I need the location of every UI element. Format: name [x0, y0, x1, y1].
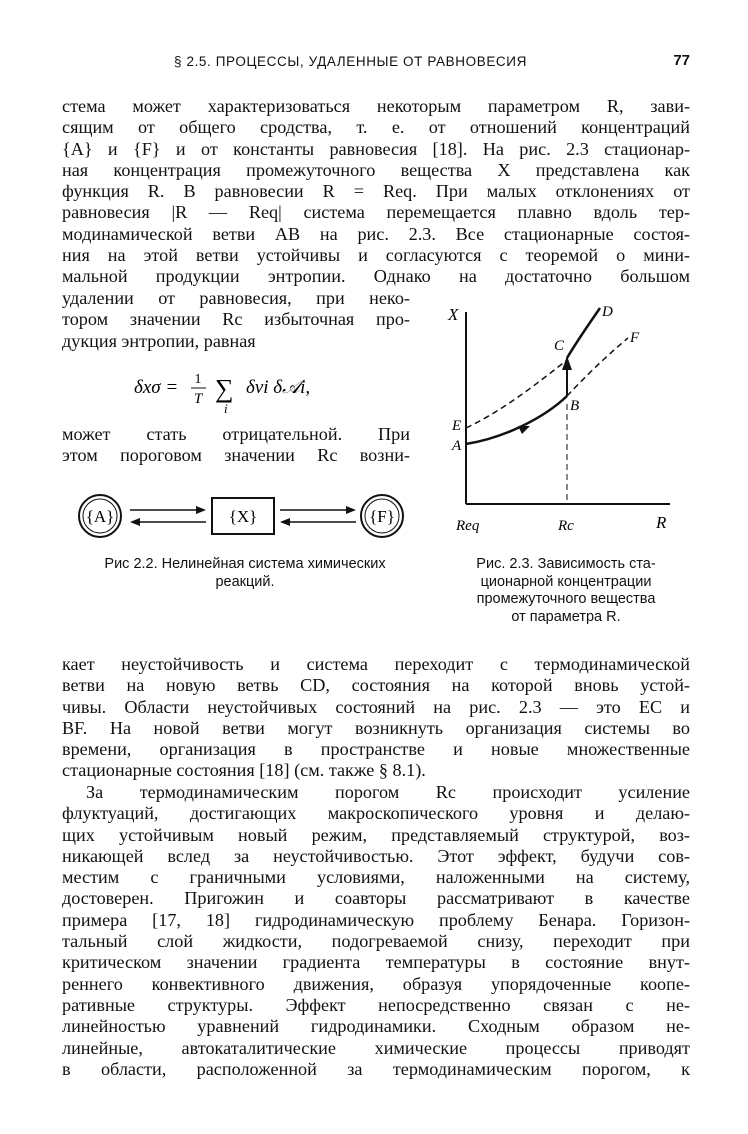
arrowhead: [346, 506, 356, 514]
new-branch-cd: [567, 308, 600, 358]
text-line: равновесия |R — Req| система перемещается плавно вдоль тер-: [62, 202, 690, 223]
thermodynamic-branch-ab: [466, 396, 567, 444]
arrowhead: [280, 518, 290, 526]
species-a-label: {A}: [85, 507, 115, 526]
text-line: стема может характеризоваться некоторым параметром R, зави-: [62, 96, 690, 116]
text-line: ветви на новую ветвь CD, состояния на которой вновь устой-: [62, 675, 690, 696]
species-x-label: {X}: [228, 507, 258, 526]
tick-label-rc: Rc: [558, 518, 574, 534]
formula-lhs: δxσ =: [134, 377, 179, 398]
entropy-production-formula: [128, 366, 408, 416]
species-f-label: {F}: [369, 507, 395, 526]
text-line: дукция энтропии, равная: [62, 330, 256, 351]
text-line: щих устойчивым новый режим, представляемый структурой, воз-: [62, 824, 690, 845]
paragraph-3: [62, 782, 690, 1080]
unstable-branch-bf: [567, 338, 628, 396]
branch-arrowhead: [518, 426, 530, 434]
unstable-branch-ec: [466, 360, 567, 428]
text-line: этом пороговом значении Rc возни-: [62, 445, 410, 466]
point-label-c: C: [554, 338, 565, 354]
text-line: чивы. Области неустойчивых состояний на рис. 2.3 — это EC и: [62, 696, 690, 717]
point-label-e: E: [452, 418, 462, 434]
running-title: § 2.5. ПРОЦЕССЫ, УДАЛЕННЫЕ ОТ РАВНОВЕСИЯ: [174, 54, 527, 69]
paragraph-2: [62, 654, 690, 782]
caption-line: реакций.: [215, 573, 275, 590]
text-line: {A} и {F} и от константы равновесия [18]. На рис. 2.3 стационар-: [62, 138, 690, 159]
text-line: функция R. В равновесии R = Req. При малых отклонениях от: [62, 181, 690, 202]
text-line: линейные, автокаталитические химические процессы приводят: [62, 1037, 690, 1058]
text-line: тором значении Rc избыточная про-: [62, 309, 410, 330]
text-line: реннего конвективного движения, образуя упорядоченные коопе-: [62, 973, 690, 994]
tick-label-req-text: Req: [456, 518, 480, 534]
point-label-b: B: [570, 398, 580, 414]
formula-sum-symbol: ∑: [215, 374, 234, 403]
text-line: стационарные состояния [18] (см. также § 8.1).: [62, 760, 426, 781]
point-label-f: F: [630, 330, 640, 346]
figure-2-2-reaction-scheme: [72, 488, 412, 544]
formula-sum-index: i: [224, 401, 228, 416]
text-line: критическом значении градиента температуры в состояние внут-: [62, 952, 690, 973]
formula-fraction-denominator: T: [193, 391, 203, 407]
formula-rhs: δvi δ𝒜i,: [246, 377, 311, 398]
text-line: в области, расположенной за термодинамическим порогом, к: [62, 1058, 690, 1079]
text-line: может стать отрицательной. При: [62, 424, 410, 444]
text-line: ративные структуры. Эффект непосредственно связан с не-: [62, 994, 690, 1015]
text-line: флуктуаций, достигающих макроскопического уровня и делаю-: [62, 803, 690, 824]
caption-line: ционарной концентрации: [480, 573, 652, 590]
text-line: модинамической ветви AB на рис. 2.3. Все стационарные состоя-: [62, 223, 690, 244]
x-axis-label: R: [656, 513, 667, 532]
arrowhead: [196, 506, 206, 514]
text-line: BF. На новой ветви могут возникнуть организация системы во: [62, 717, 690, 738]
text-line: мальной продукции энтропии. Однако на достаточно большом: [62, 266, 690, 287]
point-label-a: A: [452, 438, 462, 454]
figure-2-3-caption: [438, 556, 694, 626]
text-line: местим с граничными условиями, наложенными на систему,: [62, 867, 690, 888]
caption-line: промежуточного вещества: [476, 591, 656, 607]
page-header: [62, 52, 690, 76]
caption-line: Рис. 2.3. Зависимость ста-: [476, 556, 656, 572]
figure-2-2-caption: [72, 556, 418, 591]
tick-label-req: [455, 518, 480, 534]
text-line: ния на этой ветви устойчивы и согласуются с теоремой о мини-: [62, 245, 690, 266]
paragraph-left-column: [62, 288, 410, 352]
caption-line: от параметра R.: [511, 608, 621, 625]
page-number: 77: [673, 52, 690, 69]
text-line: тальный слой жидкости, подогреваемой снизу, переходит при: [62, 931, 690, 952]
text-line: За термодинамическим порогом Rc происходит усиление: [86, 782, 690, 802]
text-line: сящим от общего сродства, т. е. от отношений концентраций: [62, 117, 690, 138]
text-line: примера [17, 18] гидродинамическую проблему Бенара. Горизон-: [62, 909, 690, 930]
text-line: времени, организация в пространстве и новые множественные: [62, 739, 690, 760]
text-line: никающей вслед за неустойчивостью. Этот эффект, будучи сов-: [62, 845, 690, 866]
text-line: линейностью уравнений гидродинамики. Сходным образом не-: [62, 1016, 690, 1037]
paragraph-1: [62, 96, 690, 288]
arrowhead: [130, 518, 140, 526]
formula-fraction-numerator: 1: [194, 372, 202, 387]
figure-2-3-bifurcation-diagram: [444, 298, 690, 548]
point-label-d: D: [602, 304, 613, 320]
text-line: ная концентрация промежуточного вещества X представлена как: [62, 159, 690, 180]
text-line: удалении от равновесия, при неко-: [62, 288, 410, 308]
caption-line: Рис 2.2. Нелинейная система химических: [104, 556, 386, 572]
y-axis-label: X: [448, 305, 459, 324]
text-line: достоверен. Пригожин и соавторы рассматривают в качестве: [62, 888, 690, 909]
text-line: кает неустойчивость и система переходит с термодинамической: [62, 654, 690, 674]
paragraph-left-column-2: [62, 424, 410, 467]
jump-arrowhead: [562, 356, 572, 370]
